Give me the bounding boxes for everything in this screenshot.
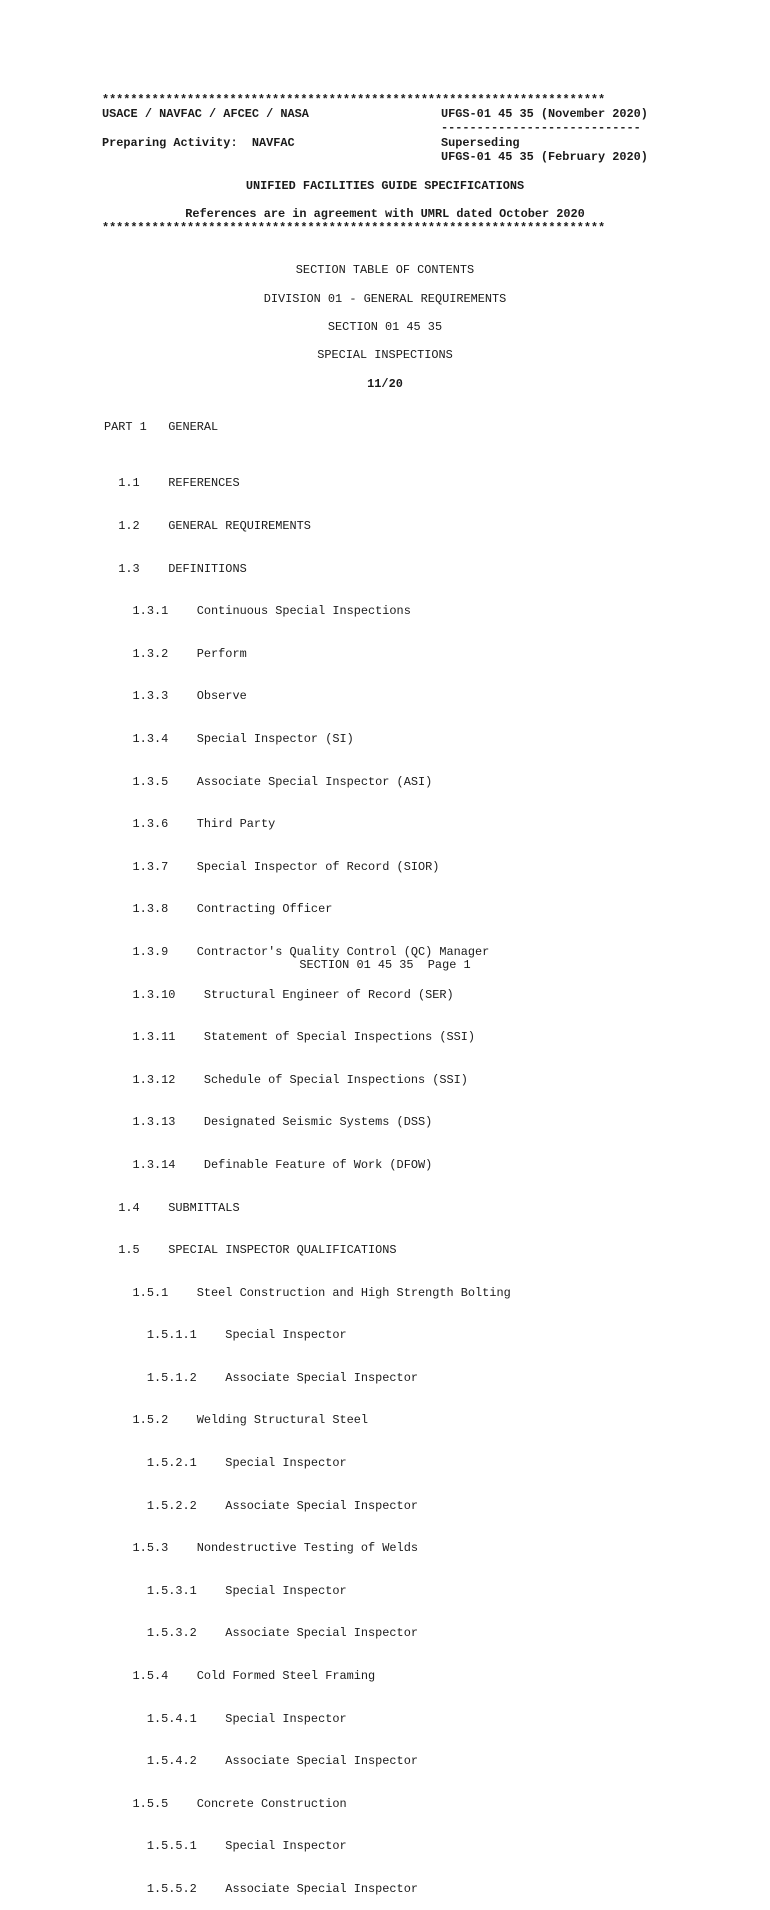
- toc-item[interactable]: 1.3.7 Special Inspector of Record (SIOR): [104, 859, 440, 874]
- toc-item[interactable]: 1.5.4 Cold Formed Steel Framing: [104, 1669, 376, 1684]
- toc-item[interactable]: 1.3.2 Perform: [104, 646, 247, 661]
- toc-item[interactable]: 1.5.5.2 Associate Special Inspector: [104, 1882, 418, 1896]
- ufgs-current: UFGS-01 45 35 (November 2020): [441, 107, 648, 121]
- toc-item[interactable]: 1.5.1.2 Associate Special Inspector: [104, 1370, 418, 1385]
- agency-line: USACE / NAVFAC / AFCEC / NASA: [102, 107, 309, 121]
- toc-item[interactable]: 1.1 REFERENCES: [104, 476, 240, 491]
- toc-item[interactable]: 1.3.11 Statement of Special Inspections (SSI): [104, 1030, 476, 1045]
- ufgs-previous: UFGS-01 45 35 (February 2020): [441, 150, 648, 164]
- part-heading: PART 1 GENERAL: [104, 420, 219, 434]
- toc-item[interactable]: 1.3.9 Contractor's Quality Control (QC) Manager: [104, 944, 490, 959]
- toc-item[interactable]: 1.5.3.1 Special Inspector: [104, 1583, 347, 1598]
- toc-item[interactable]: 1.5.2 Welding Structural Steel: [104, 1413, 369, 1428]
- toc-item[interactable]: 1.3.1 Continuous Special Inspections: [104, 604, 411, 619]
- toc-item[interactable]: 1.5.4.1 Special Inspector: [104, 1711, 347, 1726]
- toc-list: [104, 448, 511, 1910]
- toc-item[interactable]: 1.5.5.1 Special Inspector: [104, 1839, 347, 1854]
- toc-item[interactable]: 1.3.10 Structural Engineer of Record (SER): [104, 987, 454, 1002]
- preparing-activity: Preparing Activity: NAVFAC: [102, 136, 295, 150]
- header-stars-top: ***********************************************************************: [102, 93, 606, 107]
- toc-item[interactable]: 1.5.1 Steel Construction and High Strength Bolting: [104, 1285, 511, 1300]
- toc-item[interactable]: 1.3.4 Special Inspector (SI): [104, 731, 354, 746]
- toc-item[interactable]: 1.3.14 Definable Feature of Work (DFOW): [104, 1157, 433, 1172]
- date-code: 11/20: [367, 377, 403, 391]
- dash-rule: ----------------------------: [441, 121, 641, 135]
- toc-item[interactable]: 1.5.2.1 Special Inspector: [104, 1456, 347, 1471]
- toc-item[interactable]: 1.5.1.1 Special Inspector: [104, 1328, 347, 1343]
- toc-item[interactable]: 1.5.3.2 Associate Special Inspector: [104, 1626, 418, 1641]
- header-stars-bottom: ***********************************************************************: [102, 221, 606, 235]
- toc-item[interactable]: 1.3.12 Schedule of Special Inspections (SSI): [104, 1072, 468, 1087]
- toc-item[interactable]: 1.5.2.2 Associate Special Inspector: [104, 1498, 418, 1513]
- toc-item[interactable]: 1.5 SPECIAL INSPECTOR QUALIFICATIONS: [104, 1243, 397, 1258]
- section-title: SECTION 01 45 35: [327, 320, 443, 334]
- toc-item[interactable]: 1.5.4.2 Associate Special Inspector: [104, 1754, 418, 1769]
- toc-item[interactable]: 1.3.8 Contracting Officer: [104, 902, 333, 917]
- subject-title: SPECIAL INSPECTIONS: [317, 348, 453, 362]
- division-title: DIVISION 01 - GENERAL REQUIREMENTS: [263, 292, 507, 306]
- toc-item[interactable]: 1.5.5 Concrete Construction: [104, 1796, 347, 1811]
- toc-item[interactable]: 1.4 SUBMITTALS: [104, 1200, 240, 1215]
- umrl-note: References are in agreement with UMRL dated October 2020: [185, 207, 585, 221]
- toc-item[interactable]: 1.5.3 Nondestructive Testing of Welds: [104, 1541, 418, 1556]
- toc-item[interactable]: 1.3.5 Associate Special Inspector (ASI): [104, 774, 433, 789]
- toc-item[interactable]: 1.3 DEFINITIONS: [104, 561, 247, 576]
- toc-item[interactable]: 1.2 GENERAL REQUIREMENTS: [104, 519, 311, 533]
- superseding-label: Superseding: [441, 136, 520, 150]
- toc-title: SECTION TABLE OF CONTENTS: [295, 263, 475, 277]
- toc-item[interactable]: 1.3.3 Observe: [104, 689, 247, 704]
- toc-item[interactable]: 1.3.6 Third Party: [104, 817, 276, 832]
- guide-title: UNIFIED FACILITIES GUIDE SPECIFICATIONS: [245, 179, 525, 193]
- toc-item[interactable]: 1.3.13 Designated Seismic Systems (DSS): [104, 1115, 433, 1130]
- page-footer: SECTION 01 45 35 Page 1: [299, 958, 471, 972]
